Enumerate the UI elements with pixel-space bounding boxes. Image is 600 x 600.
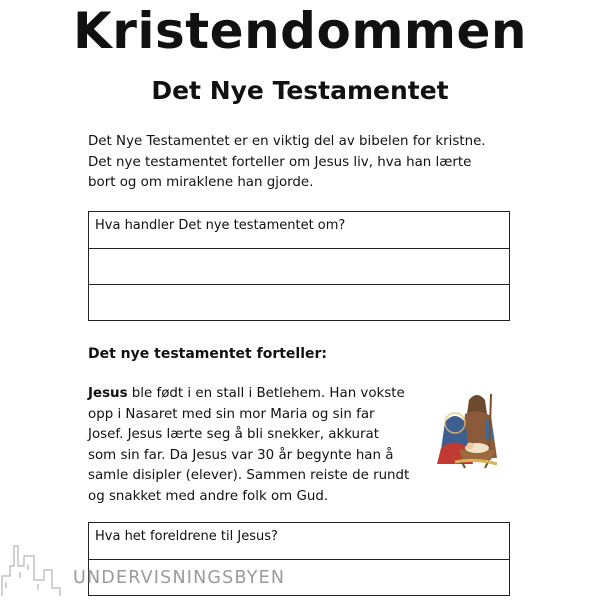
answer-line-1[interactable]	[89, 248, 509, 284]
story-line: og snakket med andre folk om Gud.	[88, 488, 329, 504]
intro-paragraph	[88, 132, 528, 194]
watermark-text: UNDERVISNINGSBYEN	[73, 568, 286, 588]
answer-line-2[interactable]	[89, 284, 509, 320]
story-line: samle disipler (elever). Sammen reiste de rundt	[88, 468, 410, 483]
story-line: opp i Nasaret med sin mor Maria og sin far	[88, 406, 375, 422]
page-title: Kristendommen	[72, 2, 528, 60]
story-line	[88, 384, 408, 405]
page-subtitle: Det Nye Testamentet	[151, 76, 449, 105]
story-line-rest: ble født i en stall i Betlehem. Han vokste	[127, 386, 405, 401]
story-paragraph	[88, 384, 408, 507]
question-text: Hva het foreldrene til Jesus?	[95, 529, 278, 544]
story-line: som sin far. Da Jesus var 30 år begynte han å	[88, 447, 394, 463]
story-line: Josef. Jesus lærte seg å bli snekker, akkurat	[88, 427, 379, 442]
question-table-1	[88, 211, 510, 321]
nativity-illustration	[425, 388, 515, 470]
intro-line: bort og om miraklene han gjorde.	[88, 175, 314, 190]
question-row	[89, 212, 509, 248]
question-text: Hva handler Det nye testamentet om?	[95, 218, 346, 233]
intro-line: Det Nye Testamentet er en viktig del av bibelen for kristne.	[88, 134, 486, 149]
intro-line: Det nye testamentet forteller om Jesus liv, hva han lærte	[88, 154, 472, 170]
section-heading: Det nye testamentet forteller:	[88, 346, 328, 362]
story-bold-word: Jesus	[88, 386, 128, 401]
